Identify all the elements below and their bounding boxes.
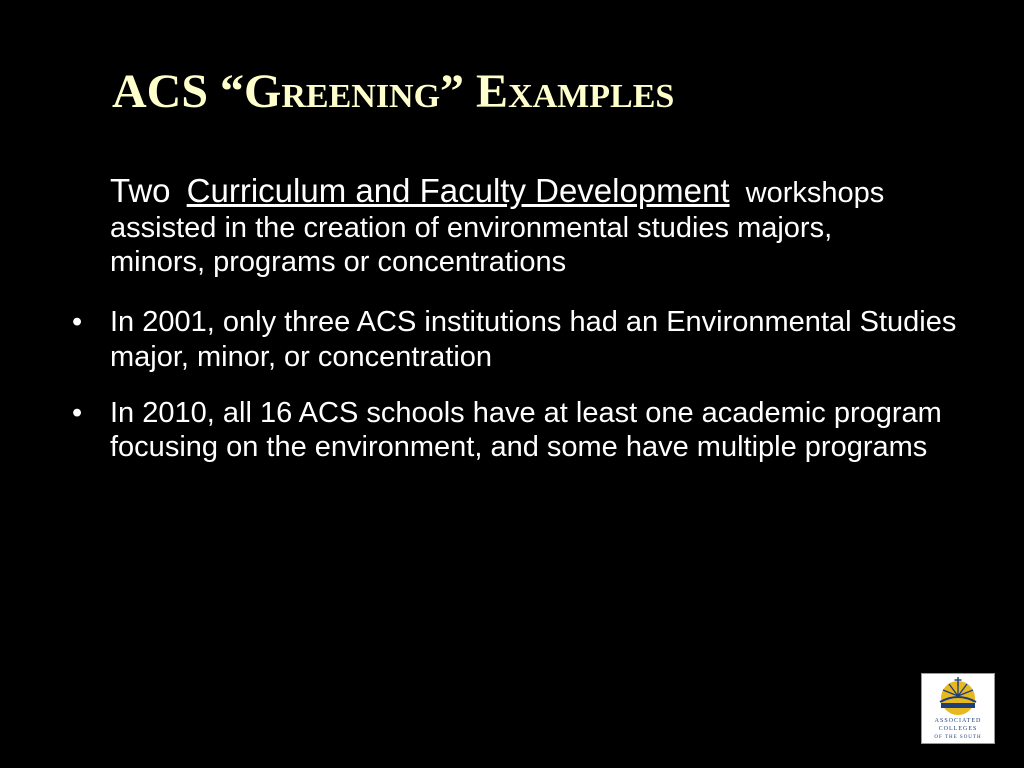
intro-lead: Two bbox=[110, 172, 171, 209]
bullet-dot-icon: • bbox=[72, 306, 83, 339]
bullet-dot-icon: • bbox=[72, 396, 83, 429]
slide-body bbox=[70, 172, 980, 464]
intro-highlight: Curriculum and Faculty Development bbox=[186, 172, 730, 209]
bullet-item bbox=[70, 396, 980, 464]
acs-logo bbox=[921, 673, 995, 744]
acs-sunburst-logo-icon bbox=[922, 674, 994, 716]
bullet-text: In 2001, only three ACS institutions had an Environmental Studies major, minor, or concentration bbox=[110, 306, 957, 373]
intro-rest: creation of environmental studies majors, minors, programs or concentrations bbox=[110, 211, 833, 279]
logo-text-line2: COLLEGES bbox=[938, 726, 978, 732]
intro-paragraph bbox=[110, 172, 900, 279]
logo-text-line1: ASSOCIATED bbox=[934, 718, 982, 724]
bullet-item bbox=[70, 305, 980, 373]
logo-text-line3: OF THE SOUTH bbox=[934, 735, 982, 740]
slide-title: ACS “Greening” Examples bbox=[112, 65, 675, 118]
intro-rest-first: workshops assisted in the bbox=[110, 177, 885, 244]
bullet-text: In 2010, all 16 ACS schools have at least one academic program focusing on the environment, and some have multiple programs bbox=[110, 396, 942, 464]
bullet-list bbox=[70, 305, 980, 464]
